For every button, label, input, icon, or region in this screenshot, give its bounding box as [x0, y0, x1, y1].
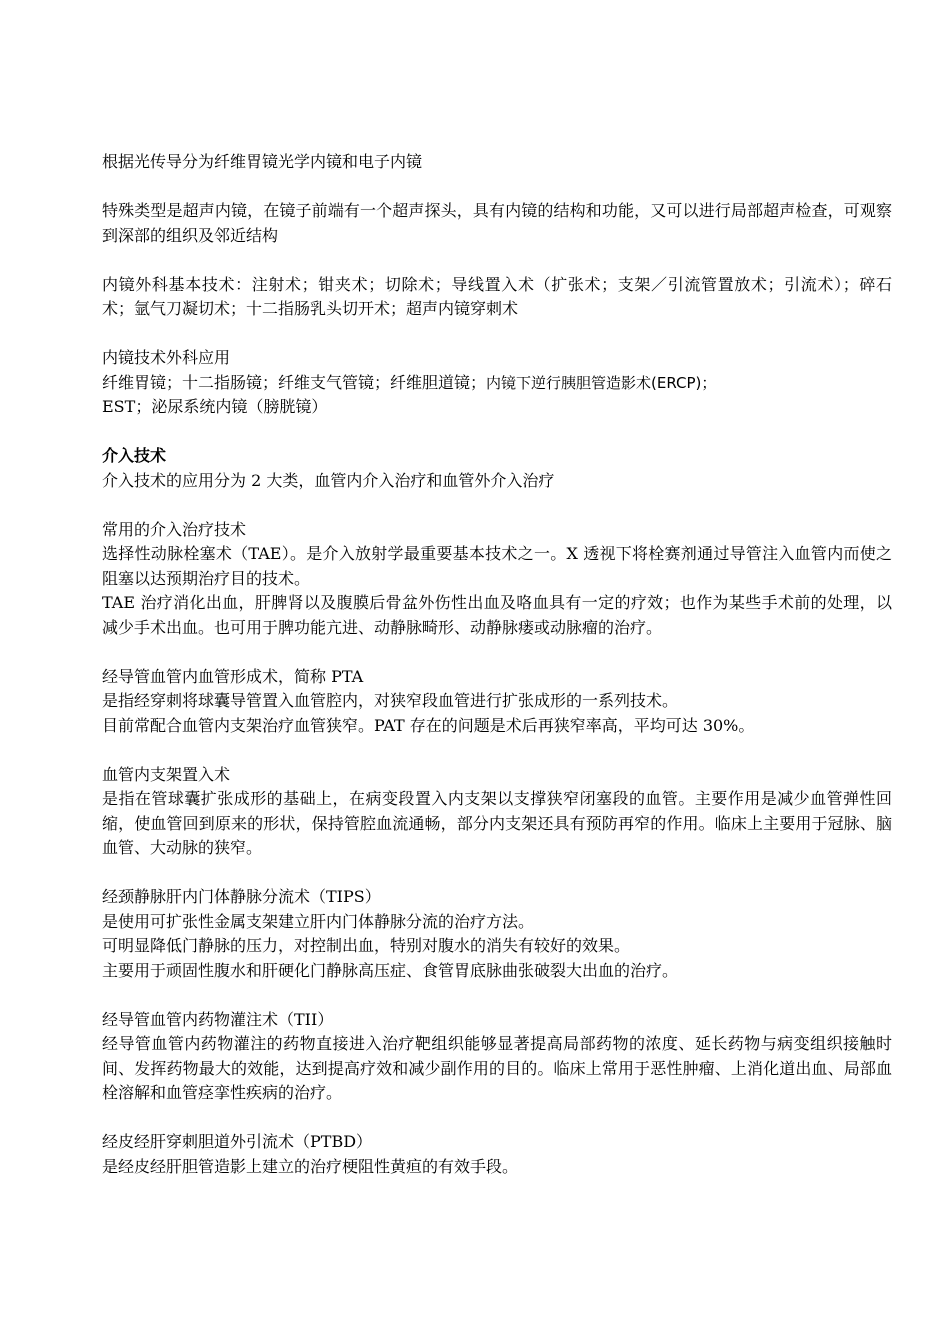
- spacer: [102, 983, 892, 1008]
- intervention-heading: 介入技术: [102, 446, 167, 465]
- tips-usage: 主要用于顽固性腹水和肝硬化门静脉高压症、食管胃底脉曲张破裂大出血的治疗。: [102, 960, 679, 980]
- tips-effect: 可明显降低门静脉的压力，对控制出血，特别对腹水的消失有较好的效果。: [102, 936, 631, 955]
- ptbd-title: 经皮经肝穿刺胆道外引流术（PTBD）: [102, 1132, 373, 1151]
- tae-description: 选择性动脉栓塞术（TAE）。是介入放射学最重要基本技术之一。X 透视下将栓赛剂通过导管注入血管内而使之阻塞以达预期治疗目的技术。: [102, 544, 892, 588]
- tii-title: 经导管血管内药物灌注术（TII）: [102, 1009, 334, 1029]
- tips-description: 是使用可扩张性金属支架建立肝内门体静脉分流的治疗方法。: [102, 911, 535, 931]
- endoscope-classification-text: 根据光传导分为纤维胃镜光学内镜和电子内镜: [102, 152, 423, 171]
- ptbd-description: 是经皮经肝胆管造影上建立的治疗梗阻性黄疸的有效手段。: [102, 1156, 519, 1176]
- spacer: [102, 1106, 892, 1131]
- spacer: [102, 175, 892, 200]
- tii-description: 经导管血管内药物灌注的药物直接进入治疗靶组织能够显著提高局部药物的浓度、延长药物与病变组织接触时间、发挥药物最大的效能，达到提高疗效和减少副作用的目的。临床上常用于恶性肿瘤、上消化道出血、局部血栓溶解和血管痉挛性疾病的治疗。: [102, 1034, 892, 1102]
- endoscopic-techniques-text: 内镜外科基本技术：注射术；钳夹术；切除术；导线置入术（扩张术；支架／引流管置放术；引流术）；碎石术；氩气刀凝切术；十二指肠乳头切开术；超声内镜穿刺术: [102, 274, 892, 318]
- tae-usage: TAE 治疗消化出血，肝脾肾以及腹膜后骨盆外伤性出血及咯血具有一定的疗效；也作为某些手术前的处理，以减少手术出血。也可用于脾功能亢进、动静脉畸形、动静脉瘘或动脉瘤的治疗。: [102, 593, 892, 637]
- tips-title: 经颈静脉肝内门体静脉分流术（TIPS）: [102, 887, 381, 906]
- ercp-text: 内镜下逆行胰胆管造影术(ERCP)；: [486, 373, 717, 392]
- pta-usage: 目前常配合血管内支架治疗血管狭窄。PAT 存在的问题是术后再狭窄率高，平均可达 30%。: [102, 715, 755, 735]
- endoscopy-application-title: 内镜技术外科应用: [102, 348, 231, 367]
- spacer: [102, 738, 892, 763]
- stent-description: 是指在管球囊扩张成形的基础上，在病变段置入内支架以支撑狭窄闭塞段的血管。主要作用是减少血管弹性回缩，使血管回到原来的形状，保持管腔血流通畅，部分内支架还具有预防再窄的作用。临床上主要用于冠脉、脑血管、大动脉的狭窄。: [102, 789, 892, 857]
- document-page: [102, 150, 892, 1179]
- endoscopy-application-line-2: EST；泌尿系统内镜（膀胱镜）: [102, 397, 328, 416]
- spacer: [102, 248, 892, 273]
- endoscope-types-text: 纤维胃镜；十二指肠镜；纤维支气管镜；纤维胆道镜；: [102, 372, 487, 392]
- spacer: [102, 322, 892, 347]
- intervention-intro: 介入技术的应用分为 2 大类，血管内介入治疗和血管外介入治疗: [102, 470, 555, 490]
- endoscopy-application-line-1: [102, 371, 892, 396]
- spacer: [102, 420, 892, 445]
- spacer: [102, 493, 892, 518]
- common-techniques-title: 常用的介入治疗技术: [102, 519, 247, 539]
- pta-description: 是指经穿刺将球囊导管置入血管腔内，对狭窄段血管进行扩张成形的一系列技术。: [102, 691, 679, 710]
- spacer: [102, 861, 892, 886]
- pta-title: 经导管血管内血管形成术，简称 PTA: [102, 666, 364, 686]
- stent-title: 血管内支架置入术: [102, 764, 231, 784]
- ultrasound-endoscope-text: 特殊类型是超声内镜，在镜子前端有一个超声探头，具有内镜的结构和功能，又可以进行局部超声检查，可观察到深部的组织及邻近结构: [102, 201, 892, 245]
- spacer: [102, 640, 892, 665]
